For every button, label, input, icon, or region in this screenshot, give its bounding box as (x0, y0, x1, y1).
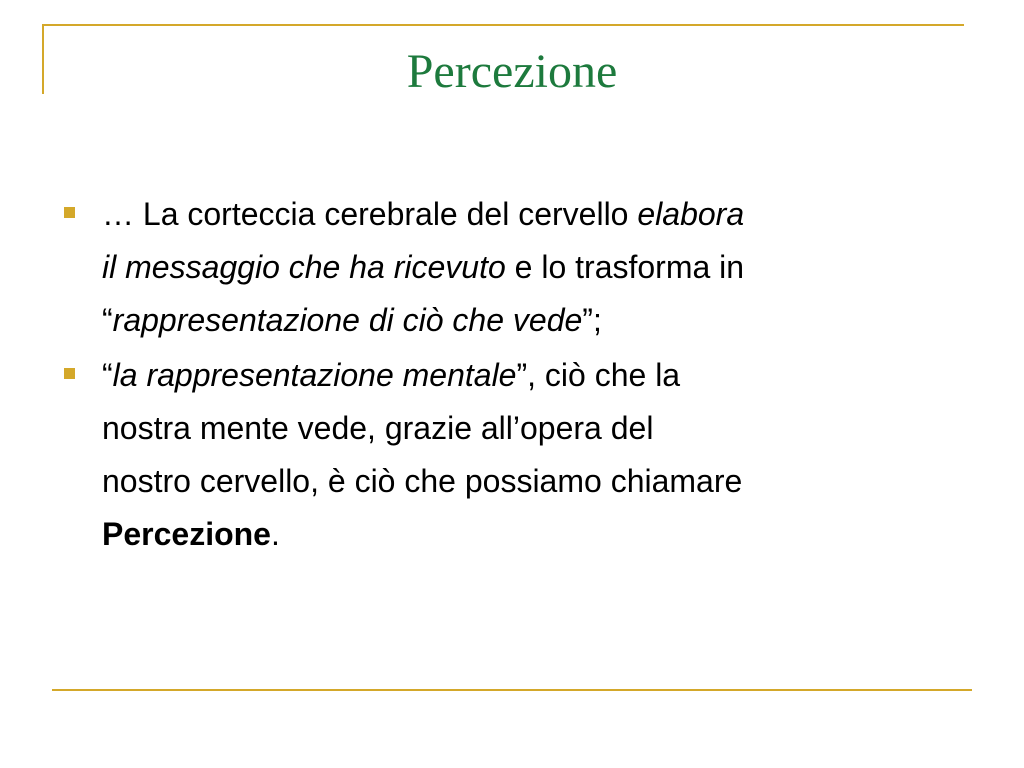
frame-top-rule (42, 24, 964, 26)
square-bullet-icon (64, 368, 75, 379)
text-run: e lo trasforma in (505, 249, 745, 285)
bullet-line (102, 294, 962, 347)
text-run: Percezione (102, 516, 271, 552)
bullet-line (102, 455, 962, 508)
text-run: . (270, 516, 280, 552)
text-run: “ (102, 302, 113, 338)
text-run: nostro cervello, è ciò che possiamo chiamare (102, 463, 743, 499)
bullet-line (102, 241, 962, 294)
bullet-item (62, 349, 962, 561)
bullet-list (62, 188, 962, 561)
bullet-line (102, 508, 962, 561)
text-run: rappresentazione di ciò che vede (112, 302, 583, 338)
text-run: la rappresentazione mentale (112, 357, 517, 393)
text-run: ”; (582, 302, 602, 338)
bullet-line (102, 188, 962, 241)
square-bullet-icon (64, 207, 75, 218)
bullet-line (102, 349, 962, 402)
text-run: il messaggio che ha ricevuto (102, 249, 506, 285)
bullet-item (62, 188, 962, 347)
text-run: elabora (637, 196, 745, 232)
frame-bottom-rule (52, 689, 972, 691)
text-run: “ (102, 357, 113, 393)
text-run: nostra mente vede, grazie all’opera del (102, 410, 654, 446)
slide-title: Percezione (406, 45, 618, 98)
bullet-line (102, 402, 962, 455)
text-run: … La corteccia cerebrale del cervello (102, 196, 638, 232)
text-run: ”, ciò che la (516, 357, 681, 393)
